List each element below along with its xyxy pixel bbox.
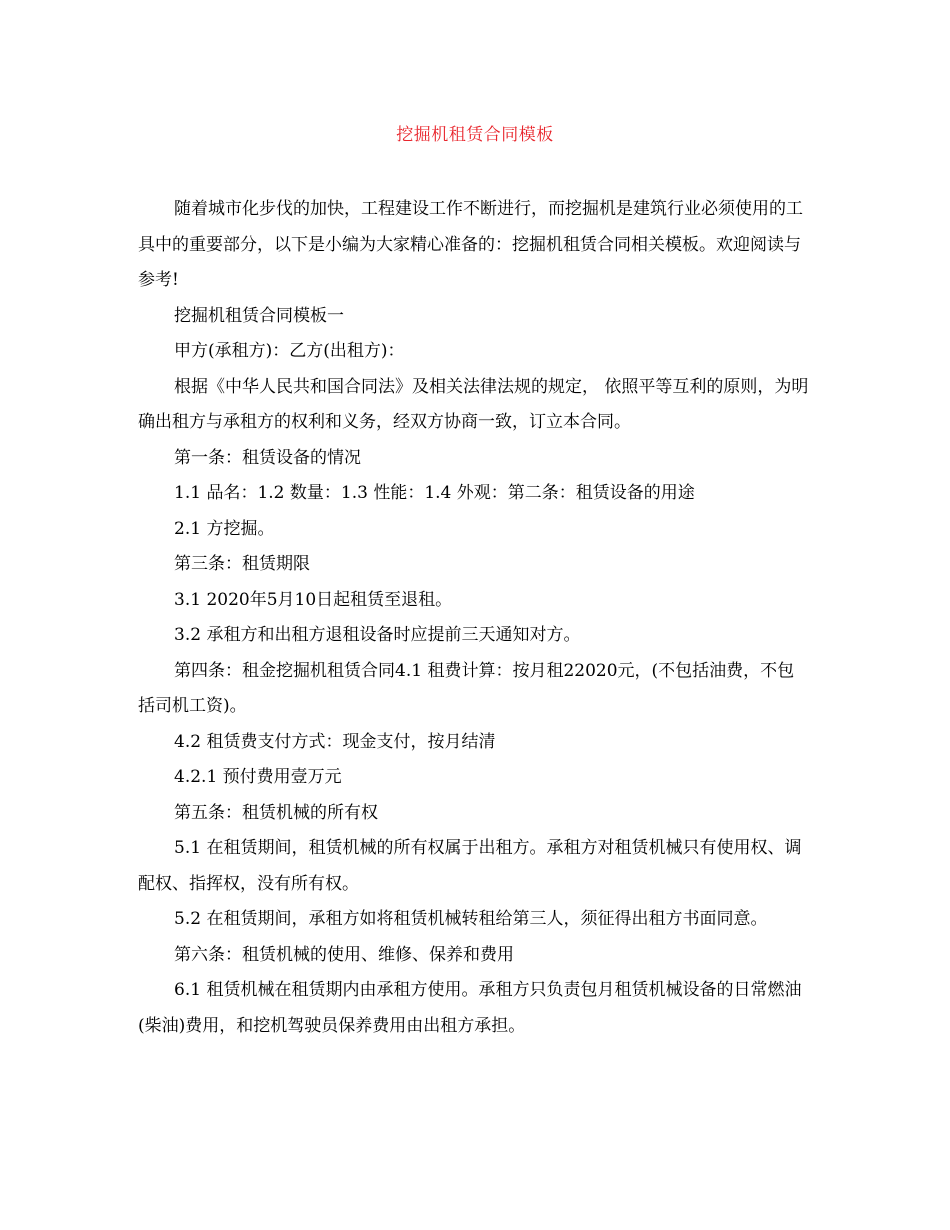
- document-title: 挖掘机租赁合同模板: [396, 125, 554, 145]
- paragraph-article-4: 第四条：租金挖掘机租赁合同4.1 租费计算：按月租22020元，(不包括油费，不包括司机工资)。: [138, 660, 795, 716]
- paragraph-article-1: 第一条：租赁设备的情况: [174, 447, 361, 468]
- paragraph-article-3: 第三条：租赁期限: [174, 554, 310, 574]
- paragraph-clause-4-2: 4.2 租赁费支付方式：现金支付，按月结清: [174, 731, 496, 752]
- paragraph-legal-basis: 根据《中华人民共和国合同法》及相关法律法规的规定， 依照平等互利的原则，为明确出租方与承租方的权利和义务，经双方协商一致，订立本合同。: [138, 376, 809, 432]
- paragraph-parties: 甲方(承租方)：乙方(出租方)：: [174, 341, 405, 361]
- paragraph-template-heading: 挖掘机租赁合同模板一: [174, 305, 344, 326]
- paragraph-clause-3-1: 3.1 2020年5月10日起租赁至退租。: [174, 589, 453, 610]
- paragraph-clause-1-1: 1.1 品名：1.2 数量：1.3 性能：1.4 外观：第二条：租赁设备的用途: [174, 483, 695, 503]
- paragraph-article-5: 第五条：租赁机械的所有权: [174, 802, 378, 823]
- document-body: [138, 192, 810, 1044]
- paragraph-article-6: 第六条：租赁机械的使用、维修、保养和费用: [174, 944, 514, 965]
- paragraph-clause-4-2-1: 4.2.1 预付费用壹万元: [174, 767, 342, 787]
- paragraph-clause-2-1: 2.1 方挖掘。: [174, 518, 275, 539]
- paragraph-clause-5-2: 5.2 在租赁期间，承租方如将租赁机械转租给第三人，须征得出租方书面同意。: [174, 909, 768, 929]
- paragraph-intro: 随着城市化步伐的加快，工程建设工作不断进行，而挖掘机是建筑行业必须使用的工具中的重要部分，以下是小编为大家精心准备的：挖掘机租赁合同相关模板。欢迎阅读与参考!: [138, 199, 803, 290]
- paragraph-clause-5-1: 5.1 在租赁期间，租赁机械的所有权属于出租方。承租方对租赁机械只有使用权、调配权、指挥权，没有所有权。: [138, 838, 802, 894]
- paragraph-clause-3-2: 3.2 承租方和出租方退租设备时应提前三天通知对方。: [174, 625, 581, 645]
- paragraph-clause-6-1: 6.1 租赁机械在租赁期内由承租方使用。承租方只负责包月租赁机械设备的日常燃油(柴油)费用，和挖机驾驶员保养费用由出租方承担。: [138, 980, 802, 1036]
